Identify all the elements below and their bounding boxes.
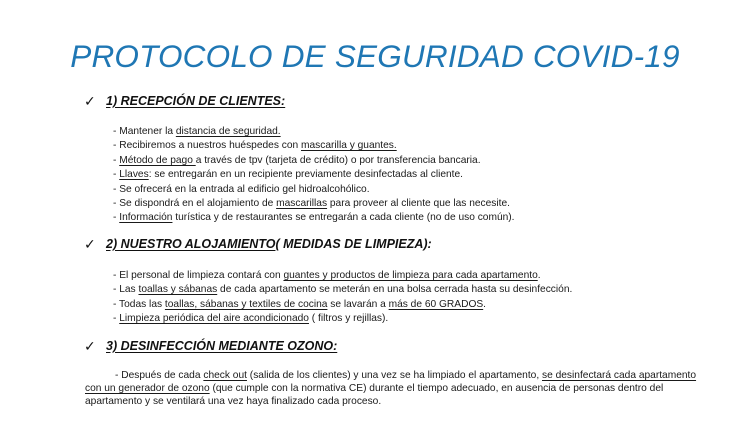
list-item: - Recibiremos a nuestros huéspedes con mascarilla y guantes. (113, 140, 397, 152)
check-icon: ✓ (84, 236, 96, 252)
section-heading-reception (84, 92, 285, 110)
section-title-ozone: 3) DESINFECCIÓN MEDIANTE OZONO: (106, 339, 338, 353)
list-item: - Llaves: se entregarán en un recipiente previamente desinfectadas al cliente. (113, 169, 463, 181)
section-heading-ozone (84, 337, 337, 355)
check-icon: ✓ (84, 338, 96, 354)
check-icon: ✓ (84, 93, 96, 109)
ozone-paragraph: - Después de cada check out (salida de los clientes) y una vez se ha limpiado el apartamento, se desinfectará cada apartamento con un generador de ozono (que cumple con la normativa CE) durante el tiempo adecuado, en ausencia de personas dentro del apartamento y se ventilará una vez haya finalizado cada proceso. (85, 370, 697, 407)
section-title-reception: 1) RECEPCIÓN DE CLIENTES: (106, 94, 286, 108)
list-item: - Método de pago a través de tpv (tarjeta de crédito) o por transferencia bancaria. (113, 154, 481, 166)
reception-list (113, 125, 515, 226)
list-item: - Todas las toallas, sábanas y textiles de cocina se lavarán a más de 60 GRADOS. (113, 298, 487, 310)
list-item: - Limpieza periódica del aire acondicionado ( filtros y rejillas). (113, 313, 389, 325)
list-item: - Las toallas y sábanas de cada apartamento se meterán en una bolsa cerrada hasta su desinfección. (113, 284, 573, 296)
list-item: - El personal de limpieza contará con guantes y productos de limpieza para cada apartamento. (113, 270, 541, 281)
accommodation-list (113, 269, 572, 327)
list-item: - Información turística y de restaurantes se entregarán a cada cliente (no de uso común). (113, 212, 515, 224)
section-title-accommodation: 2) NUESTRO ALOJAMIENTO (106, 237, 276, 251)
list-item: - Se ofrecerá en la entrada al edificio gel hidroalcohólico. (113, 183, 370, 195)
list-item: - Se dispondrá en el alojamiento de mascarillas para proveer al cliente que las necesite. (113, 197, 510, 209)
page-title: PROTOCOLO DE SEGURIDAD COVID-19 (70, 38, 680, 74)
section-subtitle-accommodation: ( MEDIDAS DE LIMPIEZA): (275, 237, 432, 251)
list-item: - Mantener la distancia de seguridad. (113, 126, 281, 137)
section-heading-accommodation (84, 235, 432, 253)
